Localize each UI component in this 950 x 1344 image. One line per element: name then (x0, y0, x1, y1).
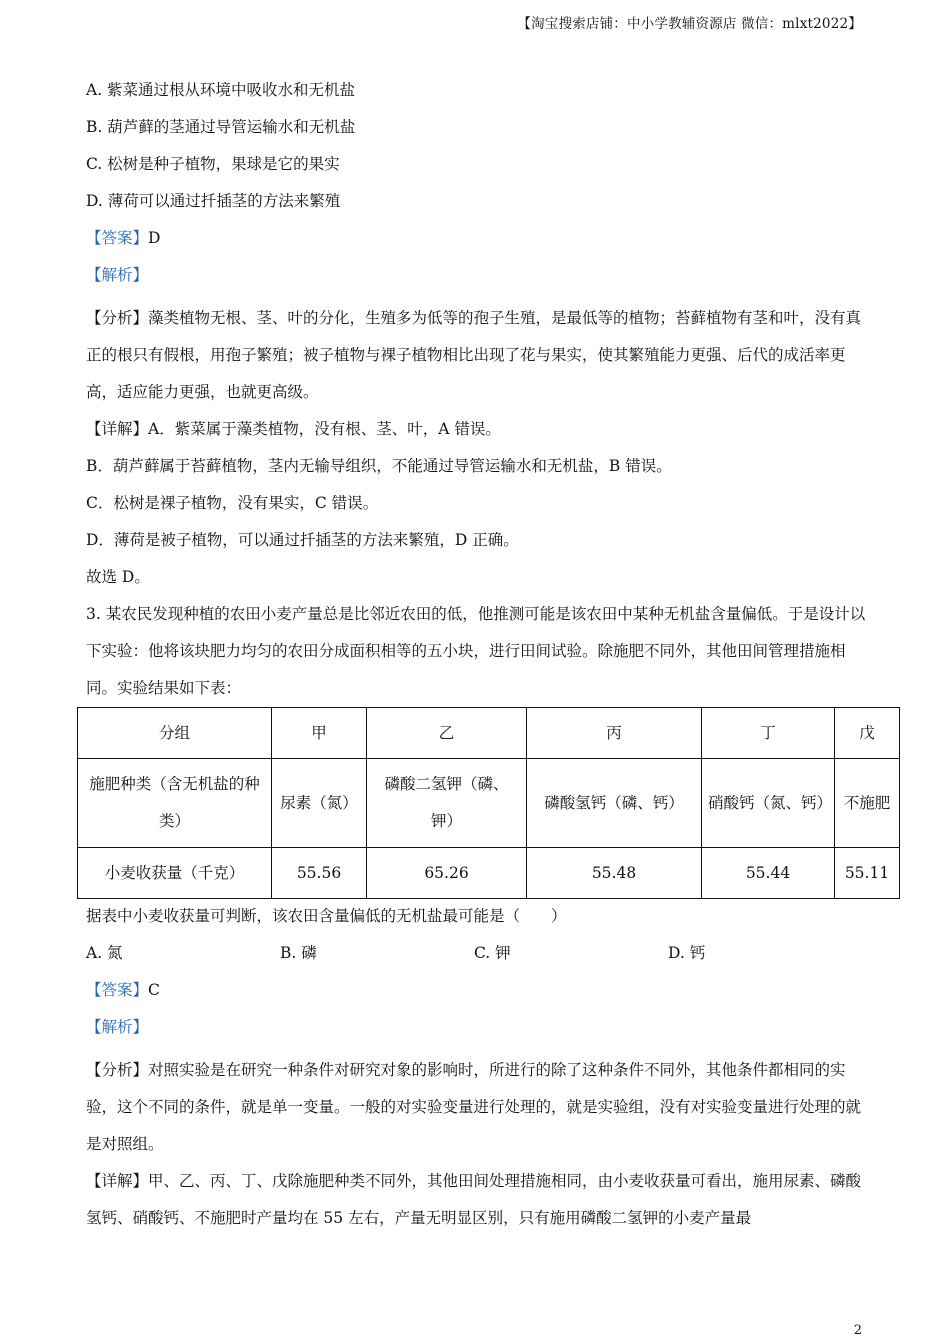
table-cell: 戊 (835, 708, 900, 759)
q2-xiangjie-b: B．葫芦藓属于苔藓植物，茎内无输导组织，不能通过导管运输水和无机盐，B 错误。 (86, 457, 672, 475)
table-cell: 施肥种类（含无机盐的种类） (78, 759, 272, 848)
q2-option-d: D. 薄荷可以通过扦插茎的方法来繁殖 (86, 192, 341, 210)
q2-xiangjie-a (86, 411, 876, 448)
q2-fenxi (86, 300, 876, 411)
q3-option-a: A. 氮 (86, 944, 123, 962)
table-cell: 55.48 (527, 848, 702, 899)
q3-fenxi (86, 1052, 876, 1163)
q3-option-b: B. 磷 (280, 944, 317, 962)
q2-option-b: B. 葫芦藓的茎通过导管运输水和无机盐 (86, 118, 356, 136)
table-cell: 磷酸氢钙（磷、钙） (527, 759, 702, 848)
xiangjie-text: 甲、乙、丙、丁、戊除施肥种类不同外，其他田间处理措施相同，由小麦收获量可看出，施用尿素、磷酸氢钙、硝酸钙、不施肥时产量均在 55 左右，产量无明显区别，只有施用磷酸二氢钾的小麦产量最 (86, 1172, 862, 1227)
xiangjie-tag: 【详解】 (86, 420, 149, 438)
table-row-fertilizer (78, 759, 900, 848)
table-cell: 不施肥 (835, 759, 900, 848)
table-cell: 55.56 (272, 848, 367, 899)
answer-tag: 【答案】 (86, 229, 149, 247)
q2-conclusion: 故选 D。 (86, 568, 150, 586)
q2-xiangjie-c: C．松树是裸子植物，没有果实，C 错误。 (86, 494, 379, 512)
q3-options (86, 941, 876, 965)
table-cell: 丁 (702, 708, 835, 759)
q3-question: 据表中小麦收获量可判断，该农田含量偏低的无机盐最可能是（ ） (86, 907, 567, 925)
table-cell: 乙 (367, 708, 527, 759)
answer-value: C (148, 981, 160, 999)
table-cell: 55.11 (835, 848, 900, 899)
q3-stem: 3. 某农民发现种植的农田小麦产量总是比邻近农田的低，他推测可能是该农田中某种无机盐含量偏低。于是设计以下实验：他将该块肥力均匀的农田分成面积相等的五小块，进行田间试验。除施肥不同外，其他田间管理措施相同。实验结果如下表： (86, 605, 866, 697)
analysis-tag: 【解析】 (86, 266, 149, 284)
q3-option-d: D. 钙 (668, 944, 706, 962)
fenxi-text: 藻类植物无根、茎、叶的分化，生殖多为低等的孢子生殖，是最低等的植物；苔藓植物有茎和叶，没有真正的根只有假根，用孢子繁殖；被子植物与裸子植物相比出现了花与果实，使其繁殖能力更强、后代的成活率更高，适应能力更强，也就更高级。 (86, 309, 862, 401)
table-cell: 甲 (272, 708, 367, 759)
q2-analysis-heading (86, 263, 876, 287)
table-cell: 硝酸钙（氮、钙） (702, 759, 835, 848)
table-cell: 65.26 (367, 848, 527, 899)
xiangjie-a-text: A．紫菜属于藻类植物，没有根、茎、叶，A 错误。 (148, 420, 501, 438)
answer-value: D (148, 229, 161, 247)
q3-answer (86, 978, 876, 1002)
fenxi-text: 对照实验是在研究一种条件对研究对象的影响时，所进行的除了这种条件不同外，其他条件都相同的实验，这个不同的条件，就是单一变量。一般的对实验变量进行处理的，就是实验组，没有对实验变量进行处理的就是对照组。 (86, 1061, 862, 1153)
analysis-tag: 【解析】 (86, 1018, 149, 1036)
fenxi-tag: 【分析】 (86, 1061, 149, 1079)
xiangjie-tag: 【详解】 (86, 1172, 149, 1190)
table-header-row (78, 708, 900, 759)
q2-option-c: C. 松树是种子植物，果球是它的果实 (86, 155, 340, 173)
q2-option-a: A. 紫菜通过根从环境中吸收水和无机盐 (86, 81, 356, 99)
q3-analysis-heading (86, 1015, 876, 1039)
experiment-table (77, 707, 900, 899)
q3-option-c: C. 钾 (474, 944, 511, 962)
table-cell: 小麦收获量（千克） (78, 848, 272, 899)
table-row-yield (78, 848, 900, 899)
q2-xiangjie-d: D．薄荷是被子植物，可以通过扦插茎的方法来繁殖，D 正确。 (86, 531, 519, 549)
table-cell: 尿素（氮） (272, 759, 367, 848)
answer-tag: 【答案】 (86, 981, 149, 999)
fenxi-tag: 【分析】 (86, 309, 149, 327)
page-number: 2 (853, 1323, 862, 1338)
page-header: 【淘宝搜索店铺：中小学教辅资源店 微信：mlxt2022】 (517, 16, 862, 32)
table-cell: 55.44 (702, 848, 835, 899)
table-cell: 分组 (78, 708, 272, 759)
table-cell: 磷酸二氢钾（磷、钾） (367, 759, 527, 848)
q3-continued (86, 904, 876, 1237)
table-cell: 丙 (527, 708, 702, 759)
q3-xiangjie (86, 1163, 876, 1237)
q2-answer (86, 226, 876, 250)
page-content (86, 78, 876, 707)
